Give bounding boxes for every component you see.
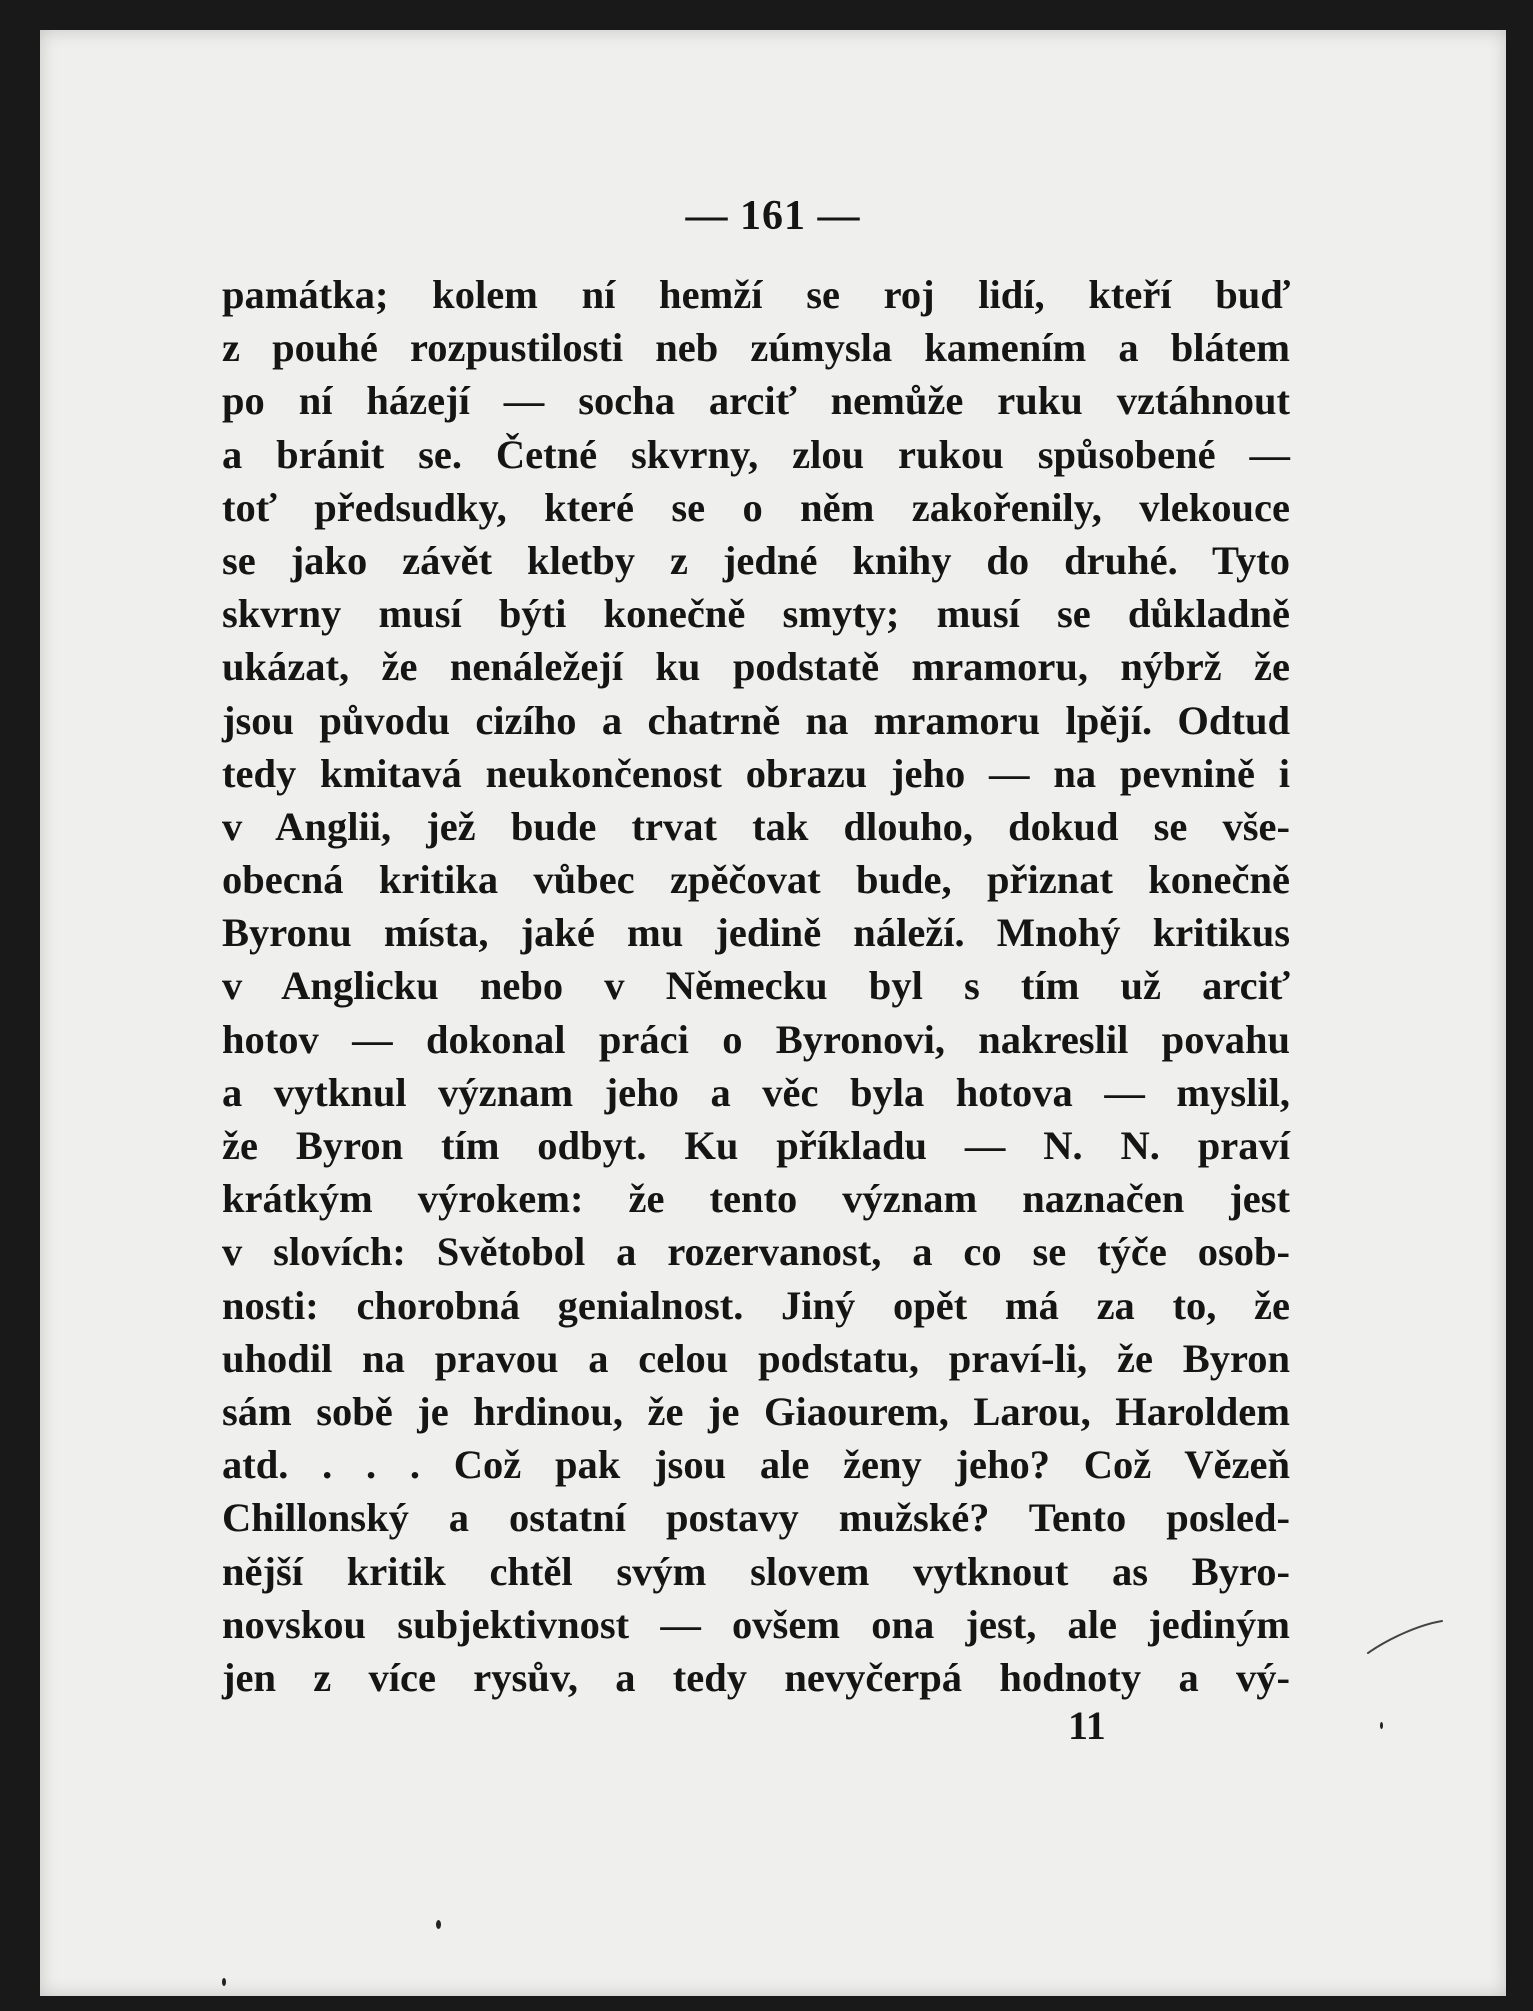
text-line: jsou původu cizího a chatrně na mramoru lpějí. Odtud bbox=[222, 697, 1290, 743]
text-line: a vytknul význam jeho a věc byla hotova — myslil, bbox=[222, 1069, 1290, 1115]
text-line: krátkým výrokem: že tento význam naznačen jest bbox=[222, 1176, 1290, 1222]
text-line: z pouhé rozpustilosti neb zúmysla kamením a blátem bbox=[222, 325, 1290, 371]
text-line: tedy kmitavá neukončenost obrazu jeho — na pevnině i bbox=[222, 750, 1290, 796]
book-page bbox=[40, 30, 1506, 1996]
text-line: uhodil na pravou a celou podstatu, praví-li, že Byron bbox=[222, 1335, 1290, 1381]
signature-mark: 11 bbox=[1068, 1703, 1106, 1748]
pencil-mark bbox=[1358, 1615, 1448, 1675]
text-line: atd. . . . Což pak jsou ale ženy jeho? Což Vězeň bbox=[222, 1442, 1290, 1488]
text-line: ukázat, že nenáležejí ku podstatě mramoru, nýbrž že bbox=[222, 644, 1290, 690]
text-line: obecná kritika vůbec zpěčovat bude, přiznat konečně bbox=[222, 857, 1290, 903]
ink-speck bbox=[436, 1920, 441, 1929]
text-line: sám sobě je hrdinou, že je Giaourem, Larou, Haroldem bbox=[222, 1388, 1290, 1434]
text-line: po ní házejí — socha arciť nemůže ruku vztáhnout bbox=[222, 378, 1290, 424]
text-line: a bránit se. Četné skvrny, zlou rukou spůsobené — bbox=[222, 431, 1290, 477]
ink-speck bbox=[222, 1978, 226, 1986]
text-line: toť předsudky, které se o něm zakořenily, vlekouce bbox=[222, 484, 1290, 530]
page-number-header: — 161 — bbox=[685, 193, 861, 239]
text-line: Byronu místa, jaké mu jedině náleží. Mnohý kritikus bbox=[222, 910, 1290, 956]
text-line: v slovích: Světobol a rozervanost, a co se týče osob- bbox=[222, 1229, 1290, 1275]
text-line: nější kritik chtěl svým slovem vytknout as Byro- bbox=[222, 1548, 1290, 1594]
ink-speck bbox=[1380, 1722, 1383, 1729]
text-line: v Anglicku nebo v Německu byl s tím už arciť bbox=[222, 963, 1290, 1009]
text-line: Chillonský a ostatní postavy mužské? Tento posled- bbox=[222, 1495, 1290, 1541]
text-line: nosti: chorobná genialnost. Jiný opět má za to, že bbox=[222, 1282, 1290, 1328]
text-line: novskou subjektivnost — ovšem ona jest, ale jediným bbox=[222, 1601, 1290, 1647]
text-line: hotov — dokonal práci o Byronovi, nakreslil povahu bbox=[222, 1016, 1290, 1062]
text-line: skvrny musí býti konečně smyty; musí se důkladně bbox=[222, 591, 1290, 637]
body-text bbox=[222, 268, 1290, 1704]
text-line: v Anglii, jež bude trvat tak dlouho, dokud se vše- bbox=[222, 803, 1290, 849]
text-line: že Byron tím odbyt. Ku příkladu — N. N. praví bbox=[222, 1123, 1290, 1168]
text-line: jen z více rysův, a tedy nevyčerpá hodnoty a vý- bbox=[222, 1654, 1290, 1700]
text-line: se jako závět kletby z jedné knihy do druhé. Tyto bbox=[222, 537, 1290, 583]
text-line: památka; kolem ní hemží se roj lidí, kteří buď bbox=[222, 272, 1290, 317]
